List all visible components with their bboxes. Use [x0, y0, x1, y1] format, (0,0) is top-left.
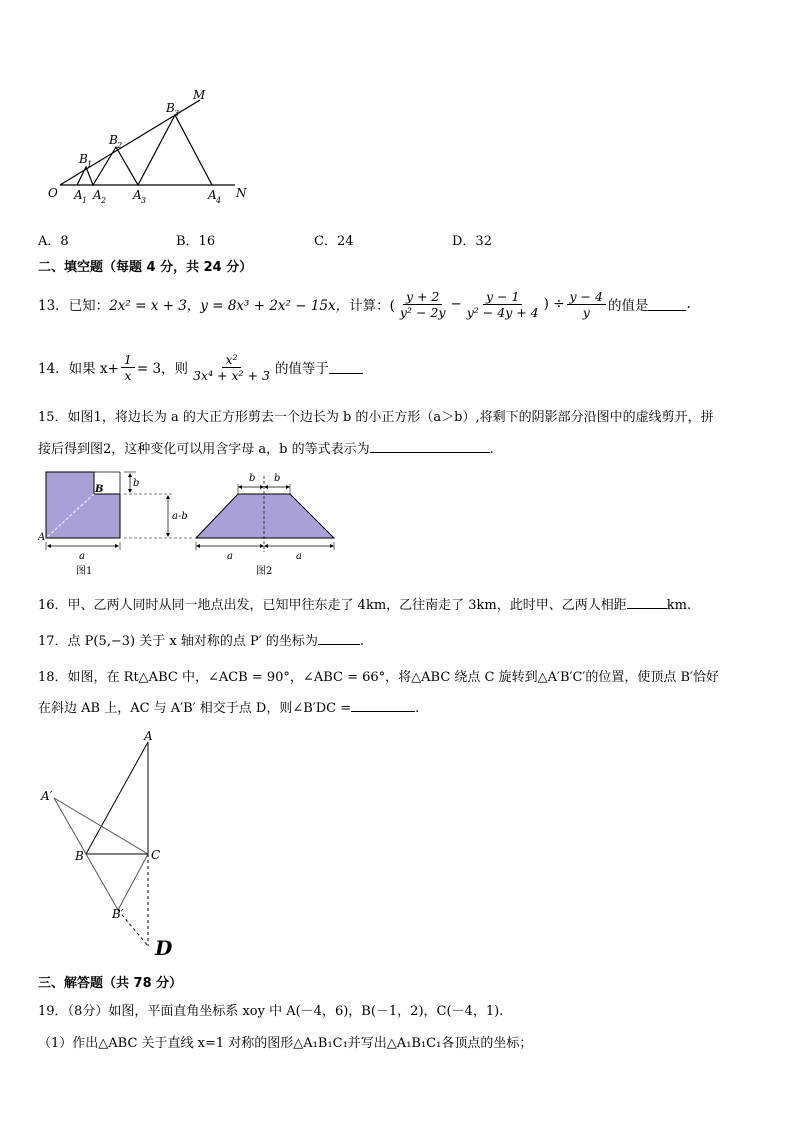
- q13-fraction-2: $\frac{y - 1}{\text{y² − 4y + 4}}$: [466, 288, 539, 320]
- fig1-label-a: A: [38, 532, 46, 543]
- label-a2-sub: 2: [101, 196, 107, 205]
- q13-calc: 计算：(: [349, 298, 395, 314]
- section-2-heading: 二、填空题（每题 4 分，共 24 分）: [38, 260, 253, 275]
- label-b1: B: [79, 152, 88, 166]
- q18-line-2: 在斜边 AB 上，AC 与 A′B′ 相交于点 D，则∠B′DC = .: [38, 697, 419, 716]
- option-b: B．16: [176, 234, 216, 249]
- fig2-caption: 图2: [256, 566, 273, 577]
- segment-bpc: [118, 854, 148, 910]
- q19-line-2: （1）作出△ABC 关于直线 x=1 对称的图形△A₁B₁C₁并写出△A₁B₁C₁各顶点的坐标；: [38, 1036, 533, 1051]
- option-a: A．8: [38, 234, 69, 249]
- q14-prefix: 14．如果 x+: [38, 361, 119, 377]
- q15-line-2: 接后得到图2，这种变化可以用含字母 a，b 的等式表示为 .: [38, 438, 494, 457]
- label-a-prime: A′: [41, 789, 53, 803]
- label-b2: B: [109, 133, 118, 147]
- q14-suffix: 的值等于: [274, 361, 329, 377]
- label-b3: B: [166, 101, 175, 115]
- label-a: A: [144, 729, 153, 743]
- q18-answer-blank[interactable]: [351, 698, 415, 712]
- q14-fraction-2: $\frac{\text{x²}}{\text{3x⁴ + x² + 3}}$: [193, 351, 270, 383]
- question-13: [38, 286, 691, 322]
- q13-answer-blank[interactable]: [648, 297, 686, 311]
- label-a4-sub: 4: [216, 196, 222, 205]
- label-b1-sub: 1: [87, 160, 93, 169]
- question-14: [38, 348, 363, 386]
- figure-q15: [38, 466, 348, 582]
- label-a1-sub: 1: [82, 196, 88, 205]
- q15-answer-blank[interactable]: [370, 439, 490, 453]
- q16-answer-blank[interactable]: [627, 595, 667, 609]
- option-c: C．24: [314, 234, 354, 249]
- q13-fraction-3: $\frac{y - 4}{y}$: [567, 289, 606, 320]
- question-17: 17．点 P(5,−3) 关于 x 轴对称的点 P′ 的坐标为 .: [38, 630, 364, 649]
- label-a1: A: [74, 188, 83, 202]
- label-m: M: [193, 88, 206, 102]
- zigzag: [77, 115, 212, 185]
- label-a2: A: [93, 188, 102, 202]
- q13-suffix: 的值是: [607, 298, 649, 314]
- label-a3: A: [133, 188, 142, 202]
- q13-div: ) ÷: [543, 296, 565, 312]
- q13-end: .: [686, 296, 691, 312]
- label-a3-sub: 3: [141, 196, 147, 205]
- label-c: C: [151, 848, 161, 862]
- q13-prefix: 13．已知：: [38, 298, 110, 314]
- label-b: B: [75, 849, 84, 863]
- q15-line-1: 15．如图1，将边长为 a 的大正方形剪去一个边长为 b 的小正方形（a＞b）,将剩下的阴影部分沿图中的虚线剪开，拼: [38, 410, 714, 425]
- q13-minus: −: [450, 296, 462, 312]
- fig1-caption: 图1: [76, 566, 93, 577]
- figure-q18: [36, 728, 186, 964]
- fig2-trapezoid: [196, 494, 334, 538]
- fig2-label-a-left: a: [227, 551, 233, 562]
- q14-mid: = 3，则: [136, 361, 189, 377]
- q18-line-1: 18．如图，在 Rt△ABC 中，∠ACB = 90°，∠ABC = 66°，将△ABC 绕点 C 旋转到△A′B′C′的位置，使顶点 B′恰好: [38, 670, 719, 685]
- fig1-label-b-dim: b: [133, 478, 140, 489]
- q13-fraction-1: $\frac{y + 2}{\text{y² − 2y}}$: [399, 288, 446, 320]
- q13-eq1: 2x² = x + 3，: [109, 298, 201, 314]
- section-3-heading: 三、解答题（共 78 分）: [38, 976, 183, 991]
- q13-eq2: y = 8x³ + 2x² − 15x，: [200, 298, 350, 314]
- fig1-label-a-minus-b: a-b: [172, 511, 188, 522]
- segment-ab: [86, 742, 148, 854]
- figure-q12: [40, 85, 260, 210]
- question-16: 16．甲、乙两人同时从同一地点出发，已知甲往东走了 4km，乙往南走了 3km，此时甲、乙两人相距 km.: [38, 594, 691, 613]
- fig2-label-b-right: b: [274, 473, 281, 484]
- q14-answer-blank[interactable]: [329, 360, 363, 374]
- fig1-label-a-dim: a: [79, 551, 85, 562]
- fig1-label-b: B: [95, 484, 104, 495]
- segment-apc: [54, 798, 148, 854]
- fig2-label-a-right: a: [296, 551, 302, 562]
- option-d: D．32: [452, 234, 492, 249]
- fig2-label-b-left: b: [249, 473, 256, 484]
- label-b2-sub: 2: [117, 141, 123, 150]
- label-d: D: [155, 936, 173, 960]
- q17-answer-blank[interactable]: [318, 631, 360, 645]
- label-b-prime: B′: [112, 907, 124, 921]
- label-b3-sub: 3: [174, 109, 180, 118]
- label-o: O: [48, 186, 58, 200]
- q19-line-1: 19．（8分）如图，平面直角坐标系 xoy 中 A(－4，6)，B(－1，2)，C(－4，1).: [38, 1004, 504, 1019]
- label-n: N: [236, 186, 247, 200]
- q14-fraction-1: $\frac{1}{x}$: [121, 352, 135, 383]
- label-a4: A: [208, 188, 217, 202]
